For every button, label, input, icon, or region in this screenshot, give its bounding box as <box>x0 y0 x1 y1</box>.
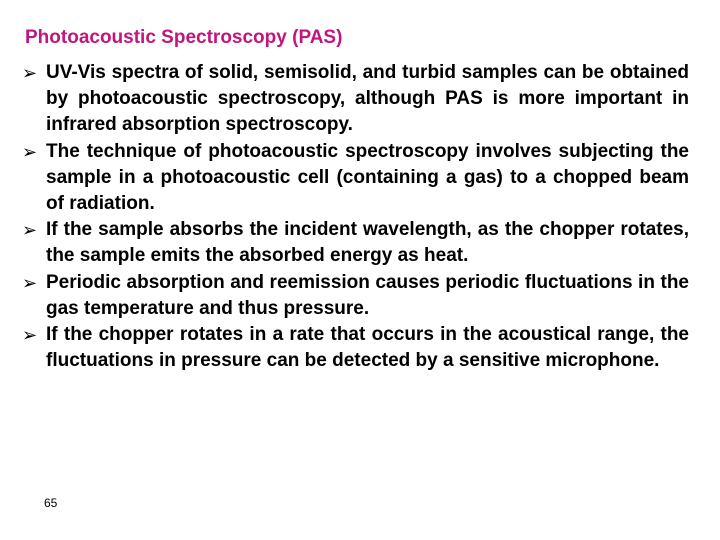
page-number: 65 <box>44 496 58 510</box>
arrow-bullet-icon: ➢ <box>22 141 38 162</box>
arrow-bullet-icon: ➢ <box>22 63 38 83</box>
arrow-bullet-icon: ➢ <box>22 325 38 346</box>
bullet-item <box>22 322 689 374</box>
bullet-text: If the chopper rotates in a rate that occurs in the acoustical range, the fluctuations in pressure can be detected by a sensitive microphone. <box>46 324 689 372</box>
bullet-text: UV-Vis spectra of solid, semisolid, and turbid samples can be obtained by photoacoustic spectroscopy, although PAS is more important in infrared absorption spectroscopy. <box>46 62 689 136</box>
bullet-item <box>22 217 689 269</box>
bullet-text: The technique of photoacoustic spectroscopy involves subjecting the sample in a photoacoustic cell (containing a gas) to a chopped beam of radiation. <box>46 140 689 215</box>
arrow-bullet-icon: ➢ <box>22 220 38 241</box>
bullet-list <box>22 60 689 374</box>
arrow-bullet-icon: ➢ <box>22 272 38 293</box>
slide-title: Photoacoustic Spectroscopy (PAS) <box>25 27 343 48</box>
bullet-item <box>22 270 689 322</box>
bullet-text: If the sample absorbs the incident wavelength, as the chopper rotates, the sample emits the absorbed energy as heat. <box>46 219 689 267</box>
bullet-item <box>22 60 689 139</box>
bullet-item <box>22 139 689 218</box>
bullet-text: Periodic absorption and reemission causes periodic fluctuations in the gas temperature and thus pressure. <box>46 271 689 319</box>
